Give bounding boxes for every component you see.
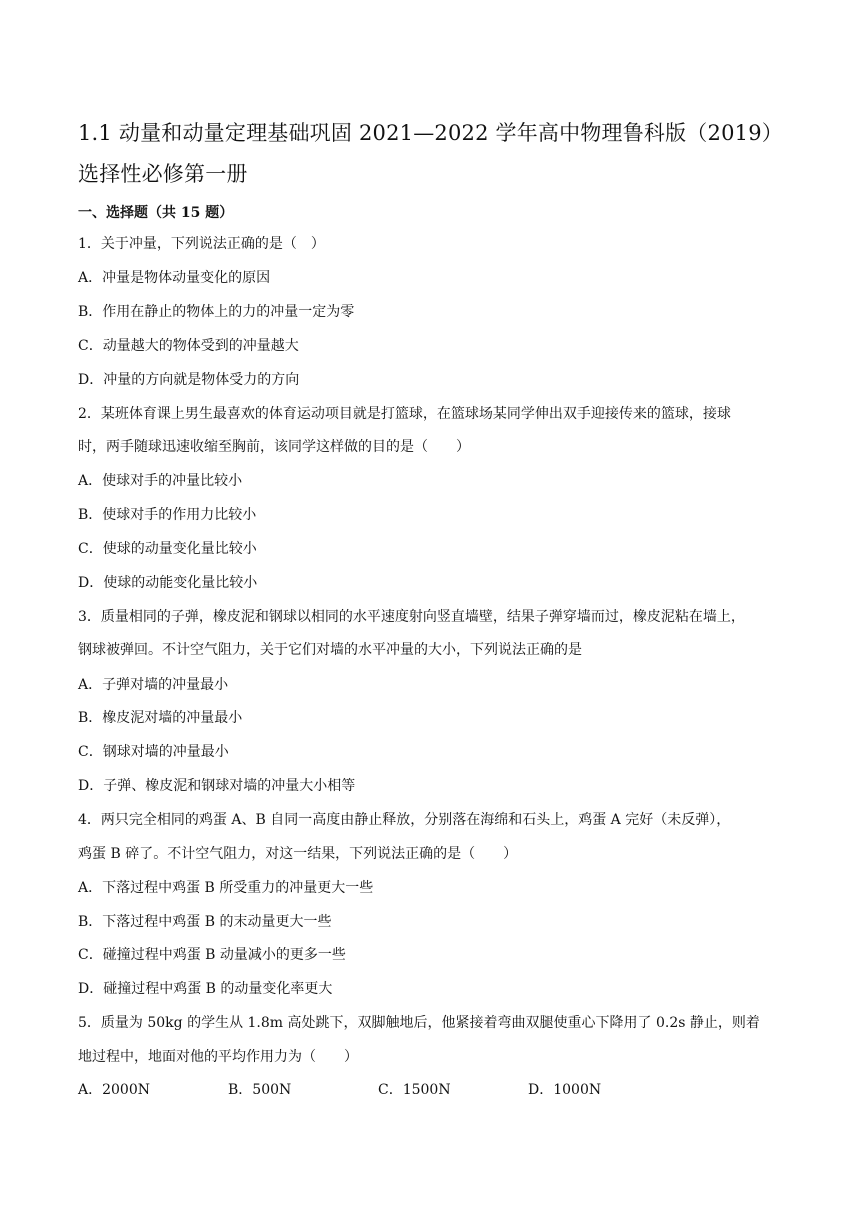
section-heading: 一、选择题（共 15 题） [78, 205, 234, 221]
question-4-option-a: A．下落过程中鸡蛋 B 所受重力的冲量更大一些 [78, 880, 374, 896]
page-title: 1.1 动量和动量定理基础巩固 2021—2022 学年高中物理鲁科版（2019）选择性必修第一册 [78, 121, 783, 186]
question-2-option-a: A．使球对手的冲量比较小 [78, 473, 243, 489]
question-5-option-c: C．1500N [378, 1082, 451, 1098]
question-1-option-d: D．冲量的方向就是物体受力的方向 [78, 372, 300, 388]
question-4-option-c: C．碰撞过程中鸡蛋 B 动量减小的更多一些 [78, 947, 346, 963]
question-1-option-c: C．动量越大的物体受到的冲量越大 [78, 338, 299, 354]
question-4-option-d: D．碰撞过程中鸡蛋 B 的动量变化率更大 [78, 981, 333, 997]
question-1-stem: 1．关于冲量，下列说法正确的是（ ） [78, 236, 325, 252]
question-5-stem-line-1: 5．质量为 50kg 的学生从 1.8m 高处跳下，双脚触地后，他紧接着弯曲双腿使重心下降用了 0.2s 静止，则着 [78, 1015, 760, 1031]
question-4-stem-line-2: 鸡蛋 B 碎了。不计空气阻力，对这一结果，下列说法正确的是（ ） [78, 846, 518, 862]
question-3-option-a: A．子弹对墙的冲量最小 [78, 677, 229, 693]
question-5-option-b: B．500N [228, 1082, 292, 1098]
question-3-stem-line-2: 钢球被弹回。不计空气阻力，关于它们对墙的水平冲量的大小，下列说法正确的是 [78, 642, 582, 658]
question-3-stem-line-1: 3．质量相同的子弹，橡皮泥和钢球以相同的水平速度射向竖直墙壁，结果子弹穿墙而过，橡皮泥粘在墙上， [78, 609, 745, 625]
question-3-option-d: D．子弹、橡皮泥和钢球对墙的冲量大小相等 [78, 778, 356, 794]
question-3-option-c: C．钢球对墙的冲量最小 [78, 744, 229, 760]
question-2-option-d: D．使球的动能变化量比较小 [78, 575, 258, 591]
question-4-stem-line-1: 4．两只完全相同的鸡蛋 A、B 自同一高度由静止释放，分别落在海绵和石头上，鸡蛋 A 完好（未反弹）， [78, 812, 731, 828]
question-2-stem-line-1: 2．某班体育课上男生最喜欢的体育运动项目就是打篮球，在篮球场某同学伸出双手迎接传来的篮球，接球 [78, 406, 731, 422]
question-5-stem-line-2: 地过程中，地面对他的平均作用力为（ ） [78, 1049, 358, 1065]
question-1-option-b: B．作用在静止的物体上的力的冲量一定为零 [78, 304, 355, 320]
question-5-option-a: A．2000N [78, 1082, 150, 1098]
question-4-option-b: B．下落过程中鸡蛋 B 的末动量更大一些 [78, 914, 332, 930]
question-2-option-b: B．使球对手的作用力比较小 [78, 507, 257, 523]
question-1-option-a: A．冲量是物体动量变化的原因 [78, 270, 271, 286]
question-2-stem-line-2: 时，两手随球迅速收缩至胸前，该同学这样做的目的是（ ） [78, 439, 470, 455]
question-2-option-c: C．使球的动量变化量比较小 [78, 541, 257, 557]
question-3-option-b: B．橡皮泥对墙的冲量最小 [78, 710, 243, 726]
question-5-option-d: D．1000N [528, 1082, 602, 1098]
